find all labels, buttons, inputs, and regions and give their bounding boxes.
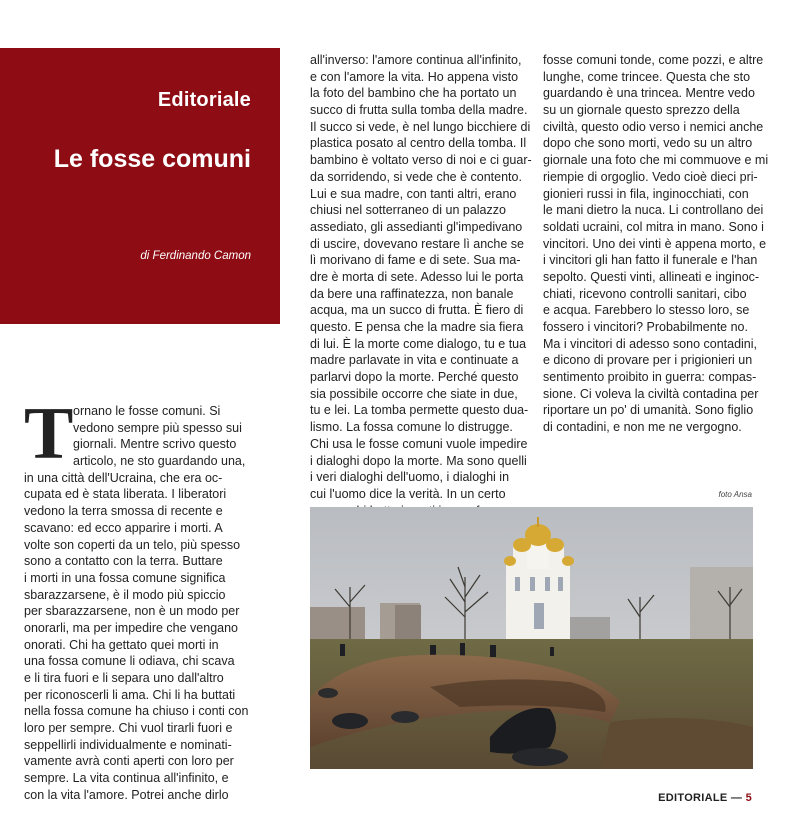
- text-line: all'inverso: l'amore continua all'infinito,: [310, 53, 522, 67]
- text-line: la foto del bambino che ha portato un: [310, 86, 517, 101]
- text-line: vedono la terra smossa di recente e: [24, 504, 223, 519]
- text-line: soldati ucraini, col mitra in mano. Sono i: [543, 219, 764, 234]
- text-line: con la vita l'amore. Potrei anche dirlo: [24, 787, 229, 802]
- text-line: succo di frutta sulla tomba della madre.: [310, 103, 528, 118]
- text-line: onorarli, ma per impedire che vengano: [24, 620, 239, 635]
- text-line: i veri dialoghi dell'uomo, i dialoghi in: [310, 470, 510, 485]
- text-line: giornale una foto che mi commuove e mi: [543, 153, 769, 168]
- article-title: Le fosse comuni: [53, 145, 251, 173]
- text-line: sbarazzarsene, è il modo più spiccio: [24, 587, 226, 602]
- text-line: onorati. Chi ha gettato quei morti in: [24, 637, 219, 652]
- text-line: ornano le fosse comuni. Si: [73, 404, 221, 418]
- text-line: di contadini, e non me ne vergogno.: [543, 420, 742, 435]
- text-line: vincitori. Uno dei vinti è appena morto, e: [543, 236, 767, 251]
- text-line: lunghe, come trincee. Questa che sto: [543, 69, 751, 84]
- text-line: sia possibile occorre che siate in due,: [310, 386, 518, 401]
- text-line: da sorridendo, si vede che è contento.: [310, 169, 522, 184]
- text-line: chiati, ricevono controlli sanitari, cibo: [543, 286, 747, 301]
- title-box: [0, 48, 280, 324]
- text-line: seppellirli individualmente e nominati-: [24, 737, 232, 752]
- photo-credit: foto Ansa: [718, 490, 752, 499]
- text-line: acqua, ma un succo di frutta. È fiero di: [310, 303, 524, 318]
- text-line: dre è morta di sete. Adesso lui le porta: [310, 269, 524, 284]
- article-column-2: [310, 52, 532, 536]
- text-line: fossero i vincitori? Probabilmente no.: [543, 320, 748, 334]
- text-line: plastica posato al centro della tomba. Il: [310, 136, 527, 151]
- text-line: madre parlavate in vita e continuate a: [310, 353, 519, 368]
- article-photo: [310, 507, 753, 769]
- text-line: cui l'uomo dice la verità. In un certo: [310, 486, 506, 501]
- byline: di Ferdinando Camon: [140, 250, 251, 262]
- text-line: su un giornale questo sprezzo della: [543, 103, 740, 118]
- text-line: cupata ed è stata liberata. I liberatori: [24, 487, 227, 502]
- text-line: sepolto. Questi vinti, allineati e inginoc-: [543, 269, 760, 284]
- text-line: i dialoghi dopo la morte. Ma sono quelli: [310, 453, 527, 468]
- footer-section-label: EDITORIALE —: [658, 792, 743, 804]
- text-line: lì morivano di fame e di sete. Sua ma-: [310, 253, 521, 268]
- text-line: e li tira fuori e li separa uno dall'altro: [24, 671, 224, 685]
- text-line: loro per sempre. Chi vuol tirarli fuori e: [24, 721, 233, 736]
- text-line: una fossa comune li odiava, chi scava: [24, 654, 235, 669]
- text-line: per riconoscerli li ama. Chi li ha buttati: [24, 687, 236, 702]
- text-line: tu e lei. La tomba permette questo dua-: [310, 403, 529, 418]
- text-line: nella fossa comune ha chiuso i conti con: [24, 704, 249, 719]
- text-line: di lui. È la morte come dialogo, tu e tua: [310, 336, 527, 351]
- text-line: articolo, ne sto guardando una,: [73, 454, 246, 469]
- text-line: Chi usa le fosse comuni vuole impedire: [310, 436, 528, 451]
- text-line: Lui e sua madre, con tanti altri, erano: [310, 186, 517, 201]
- text-line: guardando è una trincea. Mentre vedo: [543, 86, 755, 101]
- text-line: i vincitori gli han fatto il funerale e l'han: [543, 253, 758, 268]
- drop-cap: T: [24, 393, 74, 475]
- text-line: riportare un po' di umanità. Sono figlio: [543, 403, 754, 418]
- text-line: in una città dell'Ucraina, che era oc-: [24, 470, 223, 485]
- section-kicker: Editoriale: [157, 89, 251, 111]
- text-line: i morti in una fossa comune significa: [24, 570, 226, 585]
- article-column-1: [24, 403, 281, 804]
- text-line: civiltà, questo odio verso i nemici anche: [543, 119, 764, 134]
- text-line: assediato, gli assedianti gl'impedivano: [310, 219, 523, 234]
- text-line: questo. E pensa che la madre sia fiera: [310, 320, 524, 334]
- text-line: riempie di orgoglio. Vedo cioè dieci pri-: [543, 169, 758, 184]
- page-number: 5: [745, 792, 752, 804]
- text-line: e dicono di provare per i prigionieri un: [543, 353, 753, 368]
- text-line: sempre. La vita continua all'infinito, e: [24, 771, 229, 786]
- text-line: vedono sempre più spesso sui: [73, 420, 242, 435]
- text-line: parlarvi dopo la morte. Perché questo: [310, 370, 519, 385]
- text-line: sione. Ci voleva la civiltà contadina per: [543, 386, 759, 401]
- text-line: giornali. Mentre scrivo questo: [73, 437, 237, 452]
- text-line: dopo che sono morti, vedo su un altro: [543, 136, 753, 151]
- text-line: e acqua. Farebbero lo stesso loro, se: [543, 303, 750, 318]
- text-line: volte son coperti da un telo, più spesso: [24, 537, 241, 552]
- text-line: vamente avrà conti aperti con loro per: [24, 754, 234, 769]
- text-line: chiusi nel sotterraneo di un palazzo: [310, 203, 506, 218]
- text-line: lismo. La fossa comune lo distrugge.: [310, 420, 513, 435]
- text-line: da bere una raffinatezza, non banale: [310, 286, 514, 301]
- page-footer: [658, 792, 752, 804]
- text-line: per sbarazzarsene, non è un modo per: [24, 604, 240, 619]
- text-line: scavano: ed ecco apparire i morti. A: [24, 520, 223, 535]
- text-line: gionieri russi in fila, inginocchiati, con: [543, 186, 749, 201]
- text-line: fosse comuni tonde, come pozzi, e altre: [543, 53, 764, 67]
- text-line: bambino è voltato verso di noi e ci guar-: [310, 153, 532, 168]
- text-line: Ma i vincitori di adesso sono contadini,: [543, 336, 758, 351]
- text-line: sentimento proibito in guerra: compas-: [543, 370, 757, 385]
- text-line: e con l'amore la vita. Ho appena visto: [310, 69, 519, 84]
- text-line: sono a contatto con la terra. Buttare: [24, 554, 223, 569]
- text-line: di uscire, dovevano restare lì anche se: [310, 236, 525, 251]
- text-line: Il succo si vede, è nel lungo bicchiere di: [310, 119, 531, 134]
- article-column-3: [543, 52, 769, 436]
- text-line: le mani dietro la nuca. Li controllano dei: [543, 203, 764, 218]
